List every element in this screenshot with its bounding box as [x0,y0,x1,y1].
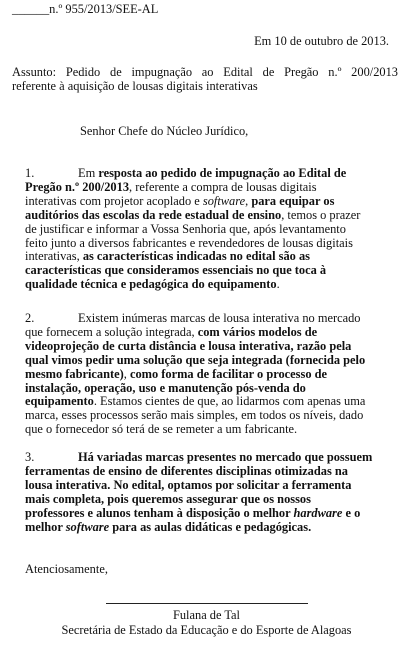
paragraph-line [25,237,393,251]
text-run: Em [78,166,99,180]
subject-line-1: Assunto: Pedido de impugnação ao Edital de Pregão n.º 200/2013 [12,65,398,79]
text-run: equipamento [25,394,94,409]
paragraph-line [25,223,393,237]
text-run: auditórios das escolas da rede estadual de ensino [25,207,282,222]
text-run: características que consideramos essenciais no que toca à [25,263,327,278]
paragraph-line [25,479,393,493]
text-run: feito junto a diversos fabricantes e revendedores de lousas digitais [25,235,353,250]
signer-role: Secretária de Estado da Educação e do Esporte de Alagoas [61,623,352,637]
paragraph-line [25,451,393,465]
paragraph-line [25,340,393,354]
paragraph-line [25,250,393,264]
salutation: Senhor Chefe do Núcleo Jurídico, [80,124,249,138]
paragraph-number: 2. [25,311,35,325]
paragraph-line [25,209,393,223]
paragraph-1 [25,167,393,292]
document-date: Em 10 de outubro de 2013. [254,34,389,48]
text-run: mais completa, pois queremos assegurar que os nossos [25,491,311,506]
reference-number [12,3,158,17]
text-run: de justificar e informar a Vossa Senhoria que, após levantamento [25,221,346,236]
text-run: hardware [293,505,343,520]
signature-line [106,603,308,604]
text-run: como forma de facilitar o processo de [129,366,328,381]
paragraph-line [25,195,393,209]
text-run: qual vimos pedir uma solução que seja integrada (fornecida pelo [25,352,366,367]
text-run: para equipar os [251,193,335,208]
text-run: as características indicadas no edital são as [82,249,310,264]
reference-code: n.º 955/2013/SEE-AL [49,2,159,16]
text-run: marca, esses processos serão mais simples, em todos os níveis, dado [25,408,364,423]
paragraph-line [25,278,393,292]
text-run: melhor [25,519,66,534]
reference-blank: ______ [12,2,50,16]
text-run: software [202,193,246,208]
text-run: , temos o prazer [281,207,361,222]
text-run: lousa interativa. No edital, optamos por solicitar a ferramenta [25,477,352,492]
text-run: Pregão n.º 200/2013 [25,179,130,194]
text-run: para as aulas didáticas e pedagógicas. [109,519,312,534]
text-run: mesmo fabricante) [25,366,124,381]
paragraph-line [25,326,393,340]
paragraph-line [25,368,393,382]
text-run: software [65,519,110,534]
text-run: instalação, operação, uso e manutenção pós-venda do [25,380,306,395]
text-run: ferramentas de ensino de diferentes disciplinas otimizadas na [25,463,348,478]
text-run: com vários modelos de [197,324,318,339]
text-run: Há variadas marcas presentes no mercado que possuem [78,450,373,464]
paragraph-3 [25,451,393,534]
text-run: Existem inúmeras marcas de lousa interativa no mercado [78,311,361,325]
text-run: interativas, [25,249,83,264]
paragraph-line [25,382,393,396]
paragraph-line [25,354,393,368]
paragraph-line [25,395,393,409]
text-run: professores e alunos tenham à disposição o melhor [25,505,294,520]
paragraph-line [25,521,393,535]
paragraph-line [25,507,393,521]
text-run: interativas com projetor acoplado e [25,193,203,208]
paragraph-2 [25,312,393,437]
paragraph-line [25,312,393,326]
subject-line-2: referente à aquisição de lousas digitais interativas [12,78,258,93]
paragraph-line [25,167,393,181]
text-run: videoprojeção de curta distância e lousa interativa, razão pela [25,338,352,353]
paragraph-line [25,181,393,195]
paragraph-line [25,493,393,507]
text-run: , referente a compra de lousas digitais [129,179,317,194]
signer-name: Fulana de Tal [172,608,241,622]
closing: Atenciosamente, [25,562,108,576]
text-run: . Estamos cientes de que, ao lidarmos com apenas uma [93,394,366,409]
text-run: que o fornecedor só terá de se remeter a um fabricante. [25,422,298,437]
paragraph-number: 3. [25,450,35,464]
paragraph-number: 1. [25,166,35,180]
text-run: qualidade técnica e pedagógica do equipamento [25,277,277,292]
text-run: . [276,277,280,292]
text-run: e o [342,505,361,520]
text-run: , [123,366,130,381]
paragraph-line [25,423,393,437]
paragraph-line [25,409,393,423]
text-run: , [245,193,252,208]
text-run: que fornecem a solução integrada, [25,324,198,339]
paragraph-line [25,264,393,278]
paragraph-line [25,465,393,479]
text-run: resposta ao pedido de impugnação ao Edital de [98,166,347,180]
subject-block [12,66,398,94]
